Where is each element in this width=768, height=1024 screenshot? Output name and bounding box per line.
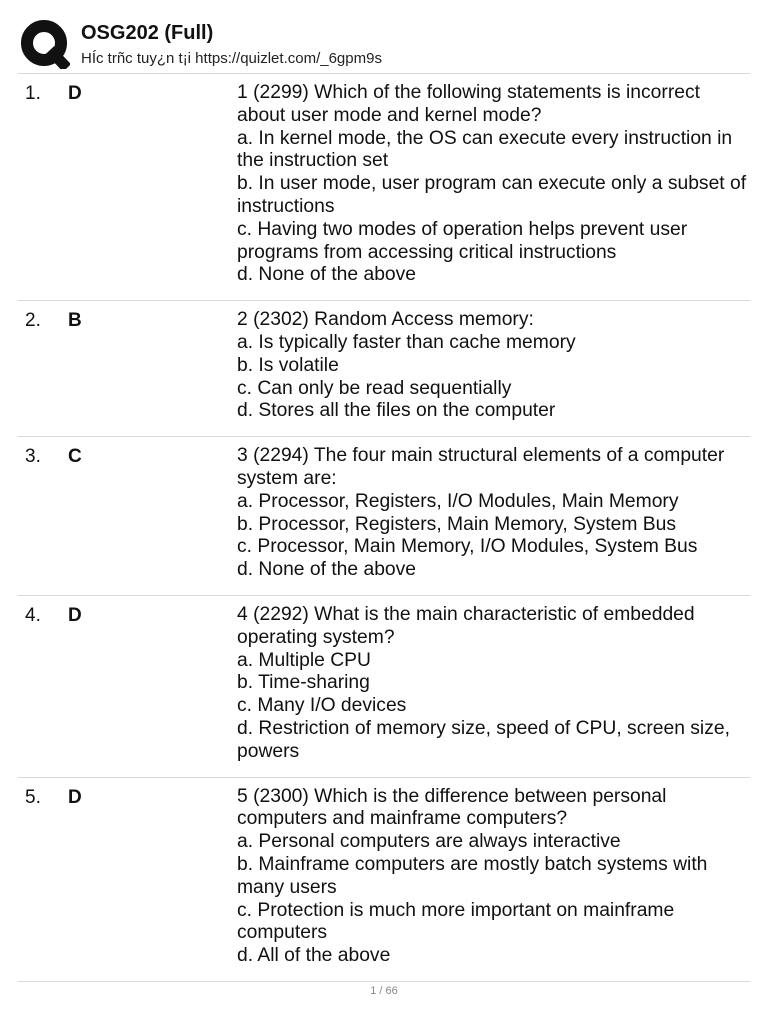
option-c: c. Many I/O devices — [237, 695, 407, 717]
question-text — [237, 445, 747, 582]
answer-letter: C — [68, 446, 82, 468]
question-text — [237, 82, 747, 287]
answer-letter: D — [68, 83, 82, 104]
option-d: d. Stores all the files on the computer — [237, 400, 556, 422]
option-a: a. Processor, Registers, I/O Modules, Main Memory — [237, 490, 679, 512]
document-title: OSG202 (Full) — [81, 22, 214, 44]
question-stem: 1 (2299) Which of the following statements is incorrect about user mode and kernel mode? — [237, 82, 700, 126]
page-header — [0, 0, 768, 74]
option-a: a. Multiple CPU — [237, 649, 371, 671]
question-number: 3. — [25, 446, 41, 468]
option-b: b. Is volatile — [237, 354, 339, 376]
answer-letter: D — [68, 786, 82, 808]
option-d: d. Restriction of memory size, speed of CPU, screen size, powers — [237, 717, 730, 762]
option-b: b. Time-sharing — [237, 672, 370, 694]
option-a: a. Is typically faster than cache memory — [237, 331, 576, 353]
question-text — [237, 604, 747, 764]
option-b: b. Processor, Registers, Main Memory, System Bus — [237, 513, 676, 535]
quizlet-logo-icon — [20, 19, 70, 69]
question-row — [18, 778, 750, 982]
question-stem: 4 (2292) What is the main characteristic of embedded operating system? — [237, 603, 695, 648]
question-number: 4. — [25, 604, 41, 626]
option-c: c. Protection is much more important on mainframe computers — [237, 899, 675, 944]
option-a: a. Personal computers are always interactive — [237, 831, 621, 853]
question-text — [237, 309, 747, 423]
source-link-text: HÍc trñc tuy¿n t¡i https://quizlet.com/_6gpm9s — [81, 50, 382, 67]
question-row — [18, 596, 750, 778]
option-b: b. Mainframe computers are mostly batch systems with many users — [237, 853, 708, 898]
answer-letter: B — [68, 310, 82, 332]
question-stem: 5 (2300) Which is the difference between personal computers and mainframe computers? — [237, 785, 667, 830]
question-number: 5. — [25, 786, 41, 808]
question-row — [18, 437, 750, 596]
option-c: c. Processor, Main Memory, I/O Modules, System Bus — [237, 536, 698, 558]
question-list — [18, 73, 750, 982]
option-a: a. In kernel mode, the OS can execute every instruction in the instruction set — [237, 127, 733, 172]
option-b: b. In user mode, user program can execute only a subset of instructions — [237, 173, 747, 217]
page-counter: 1 / 66 — [370, 985, 398, 997]
option-c: c. Can only be read sequentially — [237, 377, 512, 399]
question-number: 1. — [25, 83, 41, 104]
question-row — [18, 301, 750, 437]
question-number: 2. — [25, 310, 41, 332]
question-text — [237, 786, 747, 968]
question-stem: 2 (2302) Random Access memory: — [237, 309, 534, 331]
question-stem: 3 (2294) The four main structural elements of a computer system are: — [237, 445, 725, 489]
option-d: d. None of the above — [237, 559, 417, 581]
option-c: c. Having two modes of operation helps prevent user programs from accessing critical instructions — [237, 218, 688, 263]
answer-letter: D — [68, 604, 82, 626]
question-row — [18, 74, 750, 301]
option-d: d. None of the above — [237, 264, 417, 286]
option-d: d. All of the above — [237, 945, 391, 967]
